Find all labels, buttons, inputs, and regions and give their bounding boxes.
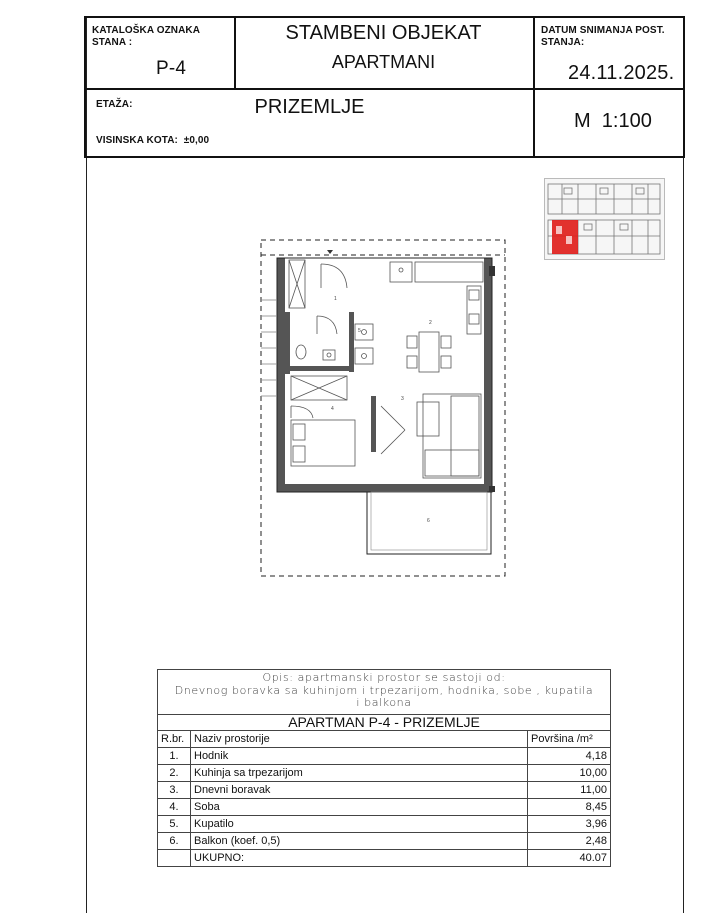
row-nr: 2.	[158, 765, 191, 782]
height-label: VISINSKA KOTA: ±0,00	[96, 135, 210, 146]
description-line2: Dnevnog boravka sa kuhinjom i trpezarijom, hodnika, sobe , kupatila	[174, 683, 594, 697]
row-area: 8,45	[528, 799, 611, 816]
highlighted-unit	[552, 220, 578, 254]
row-nr: 6.	[158, 833, 191, 850]
row-nr: 4.	[158, 799, 191, 816]
unit-code-box	[84, 16, 236, 90]
floor-name: PRIZEMLJE	[254, 96, 365, 118]
title-box	[234, 16, 535, 90]
date-box	[533, 16, 685, 90]
total-label: UKUPNO:	[191, 850, 528, 867]
title-line1: STAMBENI OBJEKAT	[285, 22, 482, 44]
row-name: Dnevni boravak	[191, 782, 528, 799]
survey-date: 24.11.2025.	[568, 62, 675, 84]
key-plan-thumbnail	[544, 178, 665, 260]
table-row	[158, 782, 611, 799]
floor-plan	[255, 236, 511, 580]
col-header-nr: R.br.	[158, 731, 191, 748]
row-nr: 5.	[158, 816, 191, 833]
row-area: 11,00	[528, 782, 611, 799]
row-area: 2,48	[528, 833, 611, 850]
table-total-row	[158, 850, 611, 867]
scale-box	[533, 88, 685, 158]
room-label-1: 1	[334, 296, 337, 302]
row-name: Hodnik	[191, 748, 528, 765]
row-area: 4,18	[528, 748, 611, 765]
description-line3: i balkona	[356, 696, 412, 709]
table-row	[158, 833, 611, 850]
unit-code-label: KATALOŠKA OZNAKA STANA :	[92, 25, 201, 48]
room-area-table	[157, 714, 611, 867]
unit-code: P-4	[156, 58, 187, 79]
description-line1: Opis: apartmanski prostor se sastoji od:	[262, 671, 506, 684]
table-row	[158, 816, 611, 833]
table-row	[158, 748, 611, 765]
description-box	[157, 669, 611, 714]
row-name: Soba	[191, 799, 528, 816]
row-nr: 1.	[158, 748, 191, 765]
table-title: APARTMAN P-4 - PRIZEMLJE	[158, 715, 611, 731]
row-name: Kupatilo	[191, 816, 528, 833]
table-row	[158, 799, 611, 816]
floor-label: ETAŽA:	[96, 99, 133, 110]
col-header-name: Naziv prostorije	[191, 731, 528, 748]
row-area: 10,00	[528, 765, 611, 782]
floor-box	[84, 88, 535, 158]
row-nr: 3.	[158, 782, 191, 799]
row-area: 3,96	[528, 816, 611, 833]
scale: M 1:100	[574, 110, 652, 132]
room-label-3: 3	[401, 396, 404, 402]
total-nr-cell	[158, 850, 191, 867]
room-label-4: 4	[331, 406, 334, 412]
room-label-5: 5	[358, 328, 361, 334]
room-label-6: 6	[427, 518, 430, 524]
room-label-2: 2	[429, 320, 432, 326]
height-value: ±0,00	[183, 135, 210, 146]
date-label: DATUM SNIMANJA POST. STANJA:	[541, 25, 665, 48]
title-line2: APARTMANI	[331, 52, 436, 72]
row-name: Kuhinja sa trpezarijom	[191, 765, 528, 782]
total-value: 40.07	[528, 850, 611, 867]
col-header-area: Površina /m²	[528, 731, 611, 748]
row-name: Balkon (koef. 0,5)	[191, 833, 528, 850]
table-row	[158, 765, 611, 782]
